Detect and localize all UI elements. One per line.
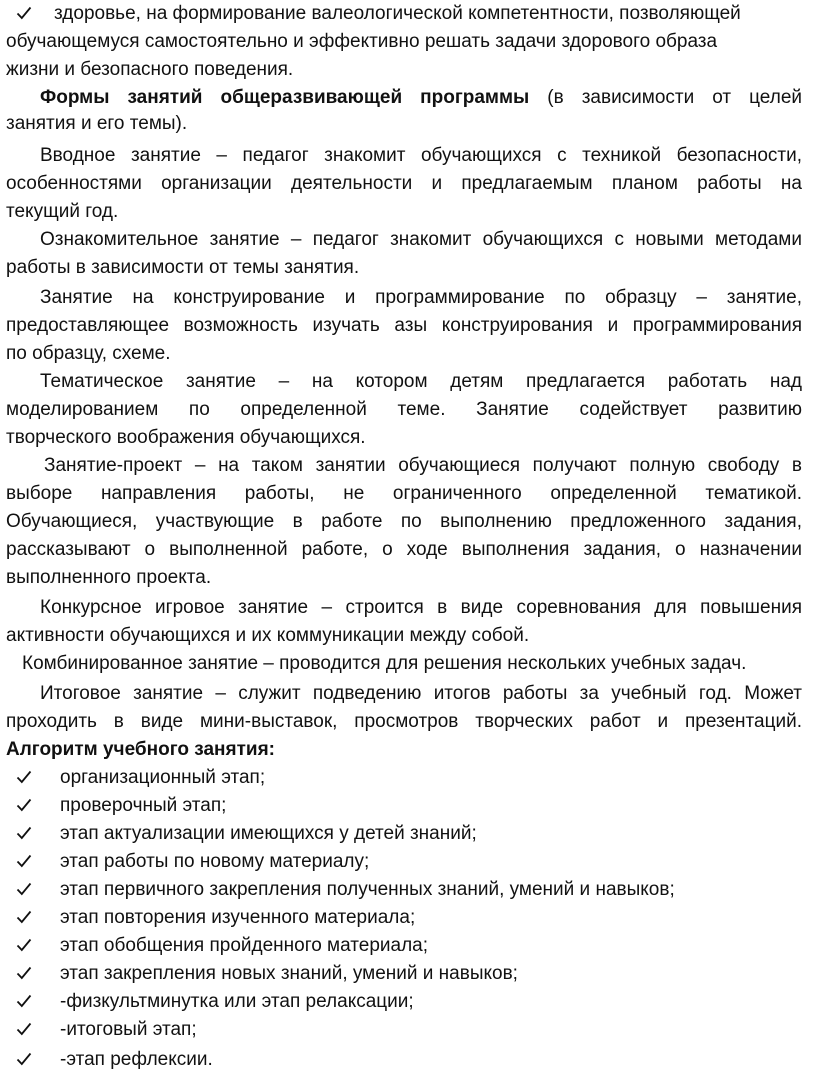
list-item: -итоговый этап; (60, 1019, 197, 1040)
paragraph-line: моделированием по определенной теме. Занятие содействует развитию (6, 399, 802, 420)
intro-line: обучающемуся самостоятельно и эффективно решать задачи здорового образа (6, 31, 718, 52)
algorithm-heading: Алгоритм учебного занятия: (6, 739, 275, 760)
list-item: этап работы по новому материалу; (60, 851, 370, 872)
check-icon (16, 932, 38, 960)
forms-heading-rest: (в зависимости от целей (547, 87, 802, 108)
forms-heading: Формы занятий общеразвивающей программы (40, 87, 530, 108)
paragraph-line: активности обучающихся и их коммуникации между собой. (6, 625, 530, 646)
list-item: этап повторения изученного материала; (60, 907, 416, 928)
list-item: -этап рефлексии. (60, 1049, 213, 1070)
list-item: этап первичного закрепления полученных знаний, умений и навыков; (60, 879, 675, 900)
paragraph-line: особенностями организации деятельности и предлагаемым планом работы на (6, 173, 802, 194)
check-icon (16, 904, 38, 932)
check-icon (16, 960, 38, 988)
paragraph-line: предоставляющее возможность изучать азы конструирования и программирования (6, 315, 802, 336)
check-icon (16, 848, 38, 876)
paragraph-line: Занятие-проект – на таком занятии обучающиеся получают полную свободу в (44, 455, 802, 476)
paragraph-line: Тематическое занятие – на котором детям предлагается работать над (40, 371, 802, 392)
intro-line: здоровье, на формирование валеологической компетентности, позволяющей (54, 3, 741, 24)
paragraph-line: выполненного проекта. (6, 567, 212, 588)
list-item: этап актуализации имеющихся у детей знаний; (60, 823, 477, 844)
paragraph-line: текущий год. (6, 201, 119, 222)
paragraph-line: Комбинированное занятие – проводится для решения нескольких учебных задач. (22, 653, 747, 674)
paragraph-line: проходить в виде мини-выставок, просмотров творческих работ и презентаций. (6, 711, 802, 732)
check-icon (16, 820, 38, 848)
paragraph-line: Вводное занятие – педагог знакомит обучающихся с техникой безопасности, (40, 145, 802, 166)
list-item: проверочный этап; (60, 795, 227, 816)
list-item: организационный этап; (60, 767, 266, 788)
list-item: этап закрепления новых знаний, умений и навыков; (60, 963, 518, 984)
forms-line: занятия и его темы). (6, 113, 188, 134)
intro-line: жизни и безопасного поведения. (6, 59, 294, 80)
check-icon (16, 1016, 38, 1044)
list-item: -физкультминутка или этап релаксации; (60, 991, 414, 1012)
paragraph-line: рассказывают о выполненной работе, о ходе выполнения задания, о назначении (6, 539, 802, 560)
paragraph-line: работы в зависимости от темы занятия. (6, 257, 360, 278)
paragraph-line: выборе направления работы, не ограниченного определенной тематикой. (6, 483, 802, 504)
paragraph-line: Ознакомительное занятие – педагог знакомит обучающихся с новыми методами (40, 229, 802, 250)
paragraph-line: по образцу, схеме. (6, 343, 171, 364)
paragraph-line: творческого воображения обучающихся. (6, 427, 366, 448)
check-icon (16, 0, 38, 28)
paragraph-line: Конкурсное игровое занятие – строится в виде соревнования для повышения (40, 597, 802, 618)
check-icon (16, 764, 38, 792)
paragraph-line: Итоговое занятие – служит подведению итогов работы за учебный год. Может (40, 683, 802, 704)
check-icon (16, 988, 38, 1016)
list-item: этап обобщения пройденного материала; (60, 935, 429, 956)
check-icon (16, 1046, 38, 1074)
paragraph-line: Занятие на конструирование и программирование по образцу – занятие, (40, 287, 802, 308)
forms-heading-line (40, 84, 802, 112)
paragraph-line: Обучающиеся, участвующие в работе по выполнению предложенного задания, (6, 511, 802, 532)
check-icon (16, 792, 38, 820)
check-icon (16, 876, 38, 904)
